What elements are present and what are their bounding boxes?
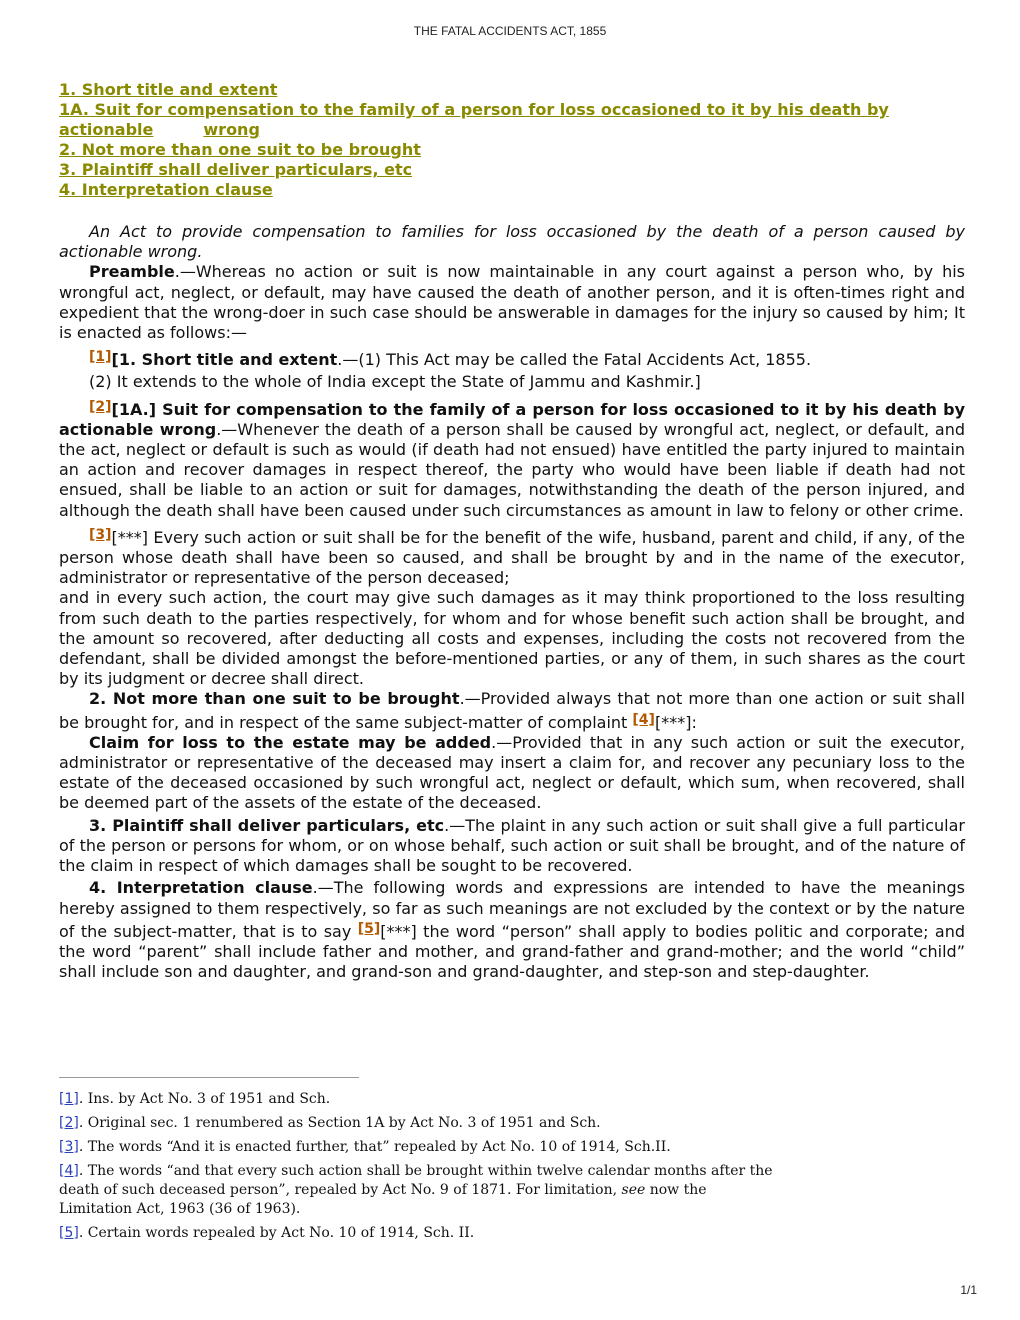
damages-paragraph: and in every such action, the court may give such damages as it may think proportioned to the loss resulting from such death to the parties respectively, for whom and for whose benefit such action shall be brought, and the amount so recovered, after deducting all costs and expenses, including the costs not recovered from the defendant, shall be divided amongst the before-mentioned parties, or any of them, in such shares as the court by its judgment or decree shall direct. — [59, 588, 965, 689]
page-header-title: THE FATAL ACCIDENTS ACT, 1855 — [413, 24, 607, 38]
section-4-text: .—The following words and expressions are intended to have the meanings hereby assigned to them respectively, so far as such meanings are not excluded by the context or by the nature of the subject-matter, that is to say — [59, 878, 965, 941]
section-3-heading: 3. Plaintiff shall deliver particulars, etc — [89, 815, 445, 835]
section-3-paragraph — [59, 816, 965, 877]
claim-text: .—Provided that in any such action or suit the executor, administrator or representative of the deceased may insert a claim for, and recover any pecuniary loss to the estate of the deceased occasioned by such wrongful act, neglect or default, which sum, when recovered, shall be deemed part of the assets of the estate of the deceased. — [59, 732, 965, 813]
footnote-1-text: . Ins. by Act No. 3 of 1951 and Sch. — [78, 1091, 331, 1107]
footnote-link-2[interactable]: [2] — [59, 1115, 79, 1131]
toc-link-section-1a-label: 1A. Suit for compensation to the family of a person for loss occasioned to it by his death by actionable — [59, 100, 889, 139]
footnote-2 — [59, 1114, 779, 1133]
act-body — [59, 222, 965, 982]
footnote-link-3[interactable]: [3] — [59, 1139, 79, 1155]
section-3-text: .—The plaint in any such action or suit shall give a full particular of the person or persons for whom, or on whose behalf, such action or suit shall be brought, and of the nature of the claim in respect of which damages shall be sought to be recovered. — [59, 815, 965, 876]
toc-link-section-1a-label-end: wrong — [203, 120, 260, 139]
footnote-4-text-b: now the Limitation Act, 1963 (36 of 1963). — [59, 1182, 707, 1217]
footnote-2-text: . Original sec. 1 renumbered as Section 1A by Act No. 3 of 1951 and Sch. — [78, 1115, 601, 1131]
footnote-4-text-a: . The words “and that every such action shall be brought within twelve calendar months after the death of such deceased person”, repealed by Act No. 9 of 1871. For limitation, — [59, 1163, 773, 1198]
toc-link-section-4[interactable]: 4. Interpretation clause — [59, 180, 273, 199]
section-1a-text: .—Whenever the death of a person shall be caused by wrongful act, neglect, or default, and the act, neglect or default is such as would (if death had not ensued) have entitled the party injured to maintain an action and recover damages in respect thereof, the party who would have been liable if death had not ensued, shall be liable to an action or suit for damages, notwithstanding the death of the person injured, and although the death shall have been caused under such circumstances as amount in law to felony or other crime. — [59, 419, 965, 520]
section-1-heading: [1. Short title and extent — [111, 350, 338, 370]
footnote-link-5[interactable]: [5] — [59, 1225, 79, 1241]
footnote-ref-1[interactable]: [1] — [89, 349, 112, 366]
preamble-text: .—Whereas no action or suit is now maintainable in any court against a person who, by his wrongful act, neglect, or default, may have caused the death of another person, and it is often-times right and expedient that the wrong-doer in such case should be answerable in damages for the injury so caused by him; It is enacted as follows:— — [59, 262, 965, 343]
section-2-heading: 2. Not more than one suit to be brought — [89, 689, 460, 709]
section-4-paragraph — [59, 878, 965, 982]
table-of-contents — [59, 80, 965, 200]
benefit-paragraph — [59, 525, 965, 589]
toc-link-section-3[interactable]: 3. Plaintiff shall deliver particulars, etc — [59, 160, 413, 179]
claim-paragraph — [59, 733, 965, 814]
footnote-4 — [59, 1162, 779, 1219]
section-1a-heading: [1A.] Suit for compensation to the family of a person for loss occasioned to it by his death by actionable wrong — [59, 399, 965, 439]
footnote-ref-3[interactable]: [3] — [89, 526, 112, 543]
section-1-text: .—(1) This Act may be called the Fatal Accidents Act, 1855. — [337, 350, 812, 370]
section-1-paragraph — [59, 347, 965, 370]
footnote-ref-5[interactable]: [5] — [357, 920, 381, 937]
footnote-5 — [59, 1224, 779, 1243]
footnote-5-text: . Certain words repealed by Act No. 10 of 1914, Sch. II. — [78, 1225, 475, 1241]
footnote-ref-4[interactable]: [4] — [632, 711, 655, 728]
footnote-4-see: see — [621, 1182, 646, 1198]
toc-link-section-1a[interactable] — [59, 100, 965, 140]
footnote-3 — [59, 1138, 779, 1157]
claim-heading: Claim for loss to the estate may be added — [89, 732, 492, 752]
section-2-tail: [***]: — [654, 712, 697, 732]
footnote-divider — [59, 1077, 359, 1078]
section-1-subsection-2: (2) It extends to the whole of India except the State of Jammu and Kashmir.] — [89, 372, 701, 392]
preamble-heading: Preamble — [89, 262, 175, 282]
section-2-text: .—Provided always that not more than one action or suit shall be brought for, and in respect of the same subject-matter of complaint — [59, 689, 965, 732]
footnote-3-text: . The words “And it is enacted further, that” repealed by Act No. 10 of 1914, Sch.II. — [78, 1139, 671, 1155]
preamble-paragraph — [59, 262, 965, 343]
section-2-paragraph — [59, 689, 965, 732]
long-title: An Act to provide compensation to families for loss occasioned by the death of a person caused by actionable wrong. — [59, 222, 965, 262]
footnote-link-1[interactable]: [1] — [59, 1091, 79, 1107]
toc-link-section-1[interactable]: 1. Short title and extent — [59, 80, 278, 99]
benefit-text: [***] Every such action or suit shall be for the benefit of the wife, husband, parent and child, if any, of the person whose death shall have been so caused, and shall be brought by and in the name of the executor, administrator or representative of the person deceased; — [59, 527, 965, 588]
page-number: 1/1 — [960, 1283, 977, 1297]
toc-link-section-2[interactable]: 2. Not more than one suit to be brought — [59, 140, 421, 159]
section-4-tail: [***] the word “person” shall apply to bodies politic and corporate; and the word “parent” shall include father and mother, and grand-father and grand-mother; and the world “child” shall include son and daughter, and grand-son and grand-daughter, and step-son and step-daughter. — [59, 921, 965, 982]
section-4-heading: 4. Interpretation clause — [89, 878, 313, 898]
footnote-1 — [59, 1090, 779, 1109]
section-1a-paragraph — [59, 397, 965, 521]
footnote-ref-2[interactable]: [2] — [89, 398, 112, 415]
footnote-link-4[interactable]: [4] — [59, 1163, 79, 1179]
footnotes — [59, 1090, 779, 1248]
